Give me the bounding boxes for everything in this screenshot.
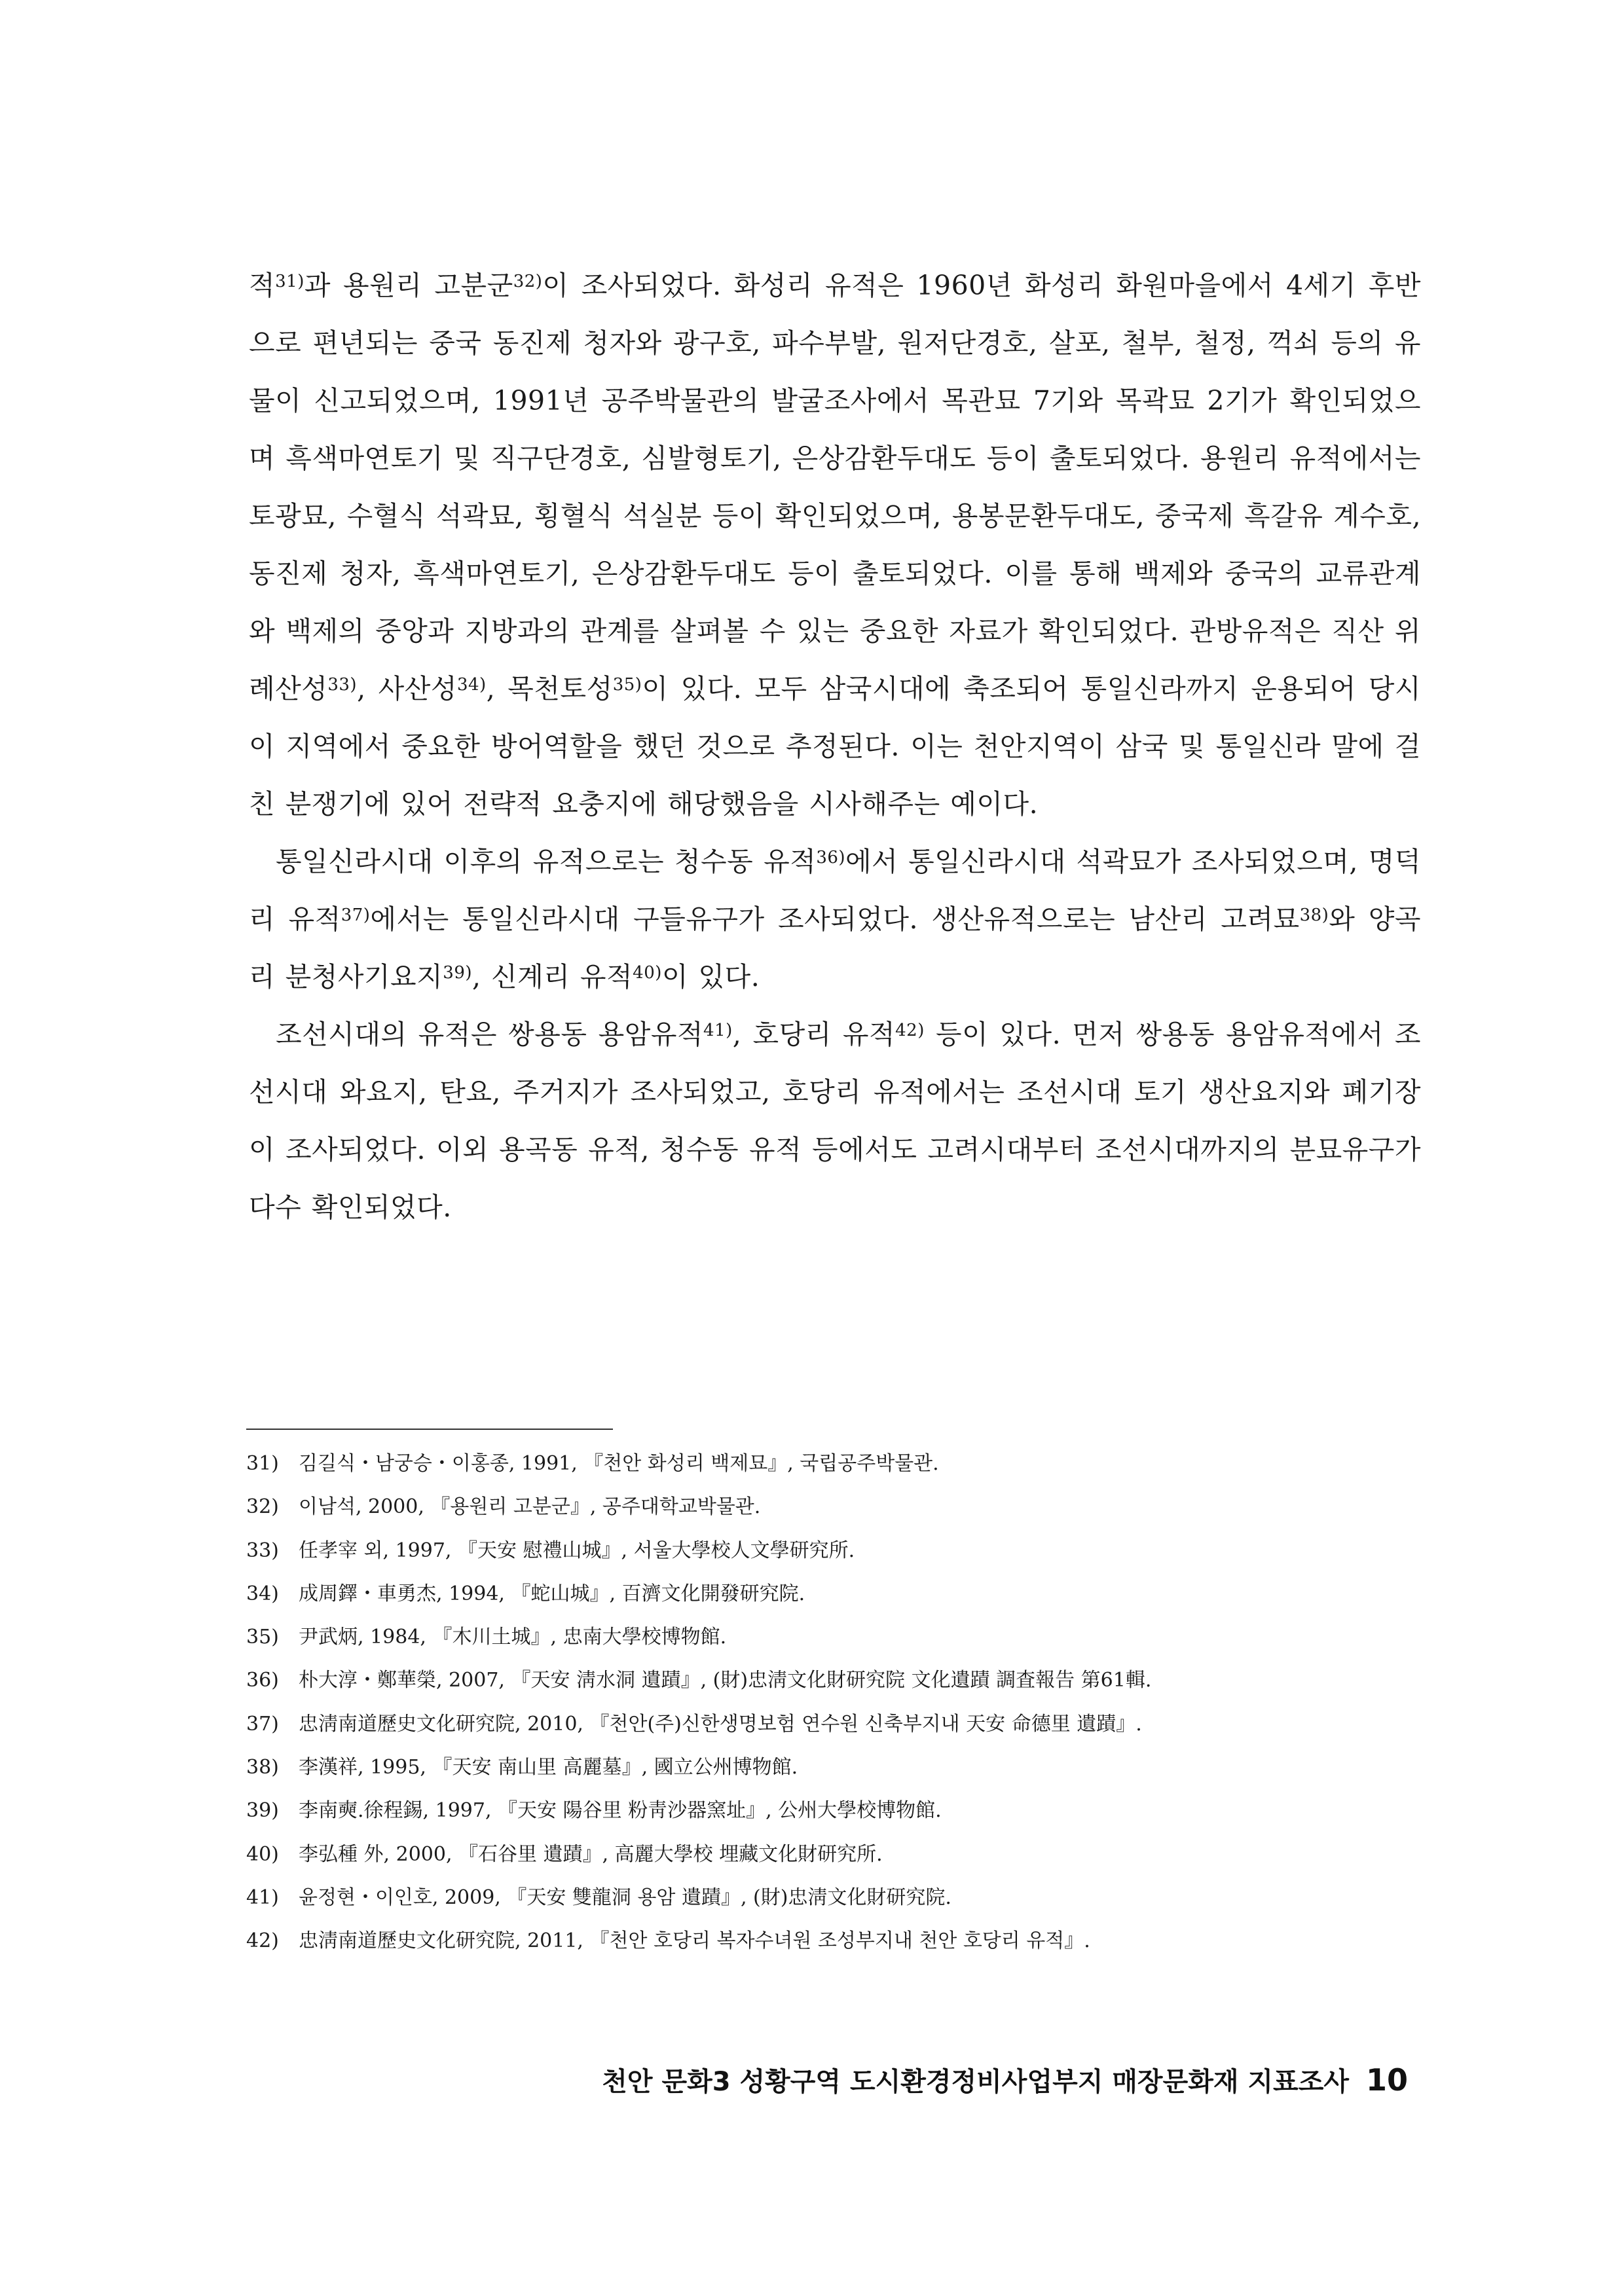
footnote-text: 成周鐸・車勇杰, 1994, 『蛇山城』, 百濟文化開發研究院. [299,1582,805,1605]
footnote-text: 忠淸南道歷史文化研究院, 2011, 『천안 호당리 복자수녀원 조성부지내 천안 호당리 유적』. [299,1929,1090,1953]
text-run: 이 있다. 모두 삼국시대에 축조되어 통일신라까지 운용되어 당시 이 지역에서 중요한 방어역할을 했던 것으로 추정된다. 이는 천안지역이 삼국 및 통일신라 말에 걸친 분쟁기에 있어 전략적 요충지에 해당했음을 시사해주는 예이다. [249,673,1421,820]
footnote-item [246,1616,1425,1659]
footnote-item [246,1789,1425,1832]
footnote-ref-38[interactable]: 38) [1299,905,1329,925]
footnote-ref-39[interactable]: 39) [443,963,473,983]
footnote-ref-35[interactable]: 35) [612,675,642,695]
paragraph-3 [249,1006,1421,1236]
footnote-item [246,1703,1425,1746]
footnote-text: 이남석, 2000, 『용원리 고분군』, 공주대학교박물관. [299,1495,761,1519]
paragraph-2 [249,833,1421,1006]
footnote-number: 42) [246,1929,279,1953]
footnote-text: 李南奭.徐程錫, 1997, 『天安 陽谷里 粉靑沙器窯址』, 公州大學校博物館. [299,1799,942,1823]
footnote-list [246,1442,1425,1963]
footnote-number: 33) [246,1539,279,1562]
footnote-ref-34[interactable]: 34) [456,675,487,695]
footnote-ref-37[interactable]: 37) [341,905,371,925]
footnote-text: 尹武炳, 1984, 『木川土城』, 忠南大學校博物館. [299,1626,727,1649]
text-run: 등이 있다. 먼저 쌍용동 용암유적에서 조선시대 와요지, 탄요, 주거지가 조사되었고, 호당리 유적에서는 조선시대 토기 생산요지와 폐기장이 조사되었다. 이외 용곡동 유적, 청수동 유적 등에서도 고려시대부터 조선시대까지의 분묘유구가 다수 확인되었다. [249,1019,1421,1223]
text-run: , 호당리 유적 [732,1019,896,1050]
footnote-number: 34) [246,1582,279,1605]
footnote-item [246,1442,1425,1485]
footnote-ref-42[interactable]: 42) [895,1021,925,1040]
footnote-number: 31) [246,1452,279,1475]
footnote-item [246,1920,1425,1963]
footnote-number: 36) [246,1669,279,1692]
footnote-text: 李弘種 外, 2000, 『石谷里 遺蹟』, 高麗大學校 埋藏文化財研究所. [299,1842,883,1866]
footnote-item [246,1529,1425,1573]
footnote-ref-36[interactable]: 36) [816,848,846,867]
text-run: 이 조사되었다. 화성리 유적은 1960년 화성리 화원마을에서 4세기 후반으로 편년되는 중국 동진제 청자와 광구호, 파수부발, 원저단경호, 살포, 철부, 철정, 꺽쇠 등의 유물이 신고되었으며, 1991년 공주박물관의 발굴조사에서 목관묘 7기와 목곽묘 2기가 확인되었으며 흑색마연토기 및 직구단경호, 심발형토기, 은상감환두대도 등이 출토되었다. 용원리 유적에서는 토광묘, 수혈식 석곽묘, 횡혈식 석실분 등이 확인되었으며, 용봉문환두대도, 중국제 흑갈유 계수호, 동진제 청자, 흑색마연토기, 은상감환두대도 등이 출토되었다. 이를 통해 백제와 중국의 교류관계와 백제의 중앙과 지방과의 관계를 살펴볼 수 있는 중요한 자료가 확인되었다. 관방유적은 직산 위례산성 [249,270,1421,704]
footnote-text: 김길식・남궁승・이홍종, 1991, 『천안 화성리 백제묘』, 국립공주박물관. [299,1452,939,1475]
footnote-text: 任孝宰 외, 1997, 『天安 慰禮山城』, 서울大學校人文學研究所. [299,1539,855,1562]
footnote-item [246,1573,1425,1616]
footnote-item [246,1746,1425,1789]
footnote-divider [246,1429,613,1430]
text-run: 통일신라시대 이후의 유적으로는 청수동 유적 [276,846,817,877]
body-text [249,257,1421,1236]
footnote-text: 李漢祥, 1995, 『天安 南山里 高麗墓』, 國立公州博物館. [299,1756,798,1779]
footnote-number: 39) [246,1799,279,1823]
page-footer [602,2061,1408,2098]
footnote-number: 38) [246,1756,279,1779]
footnote-ref-31[interactable]: 31) [275,272,304,291]
footnote-item [246,1659,1425,1702]
page-number: 10 [1365,2062,1408,2098]
text-run: , 사산성 [357,673,457,704]
footnote-number: 35) [246,1626,279,1649]
text-run: 에서는 통일신라시대 구들유구가 조사되었다. 생산유적으로는 남산리 고려묘 [370,903,1300,935]
footnote-number: 41) [246,1886,279,1909]
text-run: 과 용원리 고분군 [304,270,513,301]
footnote-number: 37) [246,1712,279,1736]
footnote-number: 32) [246,1495,279,1519]
footnote-item [246,1876,1425,1920]
footnote-number: 40) [246,1842,279,1866]
text-run: 이 있다. [661,961,760,993]
text-run: 와 양곡리 분청사기요지 [249,903,1421,993]
footnote-item [246,1485,1425,1529]
footnote-text: 윤정현・이인호, 2009, 『天安 雙龍洞 용암 遺蹟』, (財)忠淸文化財研究院. [299,1886,951,1909]
text-run: 적 [249,270,276,301]
footnote-ref-41[interactable]: 41) [703,1021,733,1040]
paragraph-1 [249,257,1421,833]
footnote-text: 朴大淳・鄭華榮, 2007, 『天安 淸水洞 遺蹟』, (財)忠淸文化財研究院 文化遺蹟 調査報告 第61輯. [299,1669,1152,1692]
text-run: , 신계리 유적 [472,961,633,993]
running-title: 천안 문화3 성황구역 도시환경정비사업부지 매장문화재 지표조사 [602,2067,1349,2097]
footnote-ref-32[interactable]: 32) [513,272,543,291]
text-run: 에서 통일신라시대 석곽묘가 조사되었으며, 명덕리 유적 [249,846,1421,935]
footnote-item [246,1833,1425,1876]
footnote-ref-33[interactable]: 33) [327,675,358,695]
footnote-ref-40[interactable]: 40) [633,963,662,983]
footnote-text: 忠淸南道歷史文化研究院, 2010, 『천안(주)신한생명보험 연수원 신축부지내 天安 命德里 遺蹟』. [299,1712,1142,1736]
text-run: 조선시대의 유적은 쌍용동 용암유적 [276,1019,704,1050]
text-run: , 목천토성 [486,673,613,704]
